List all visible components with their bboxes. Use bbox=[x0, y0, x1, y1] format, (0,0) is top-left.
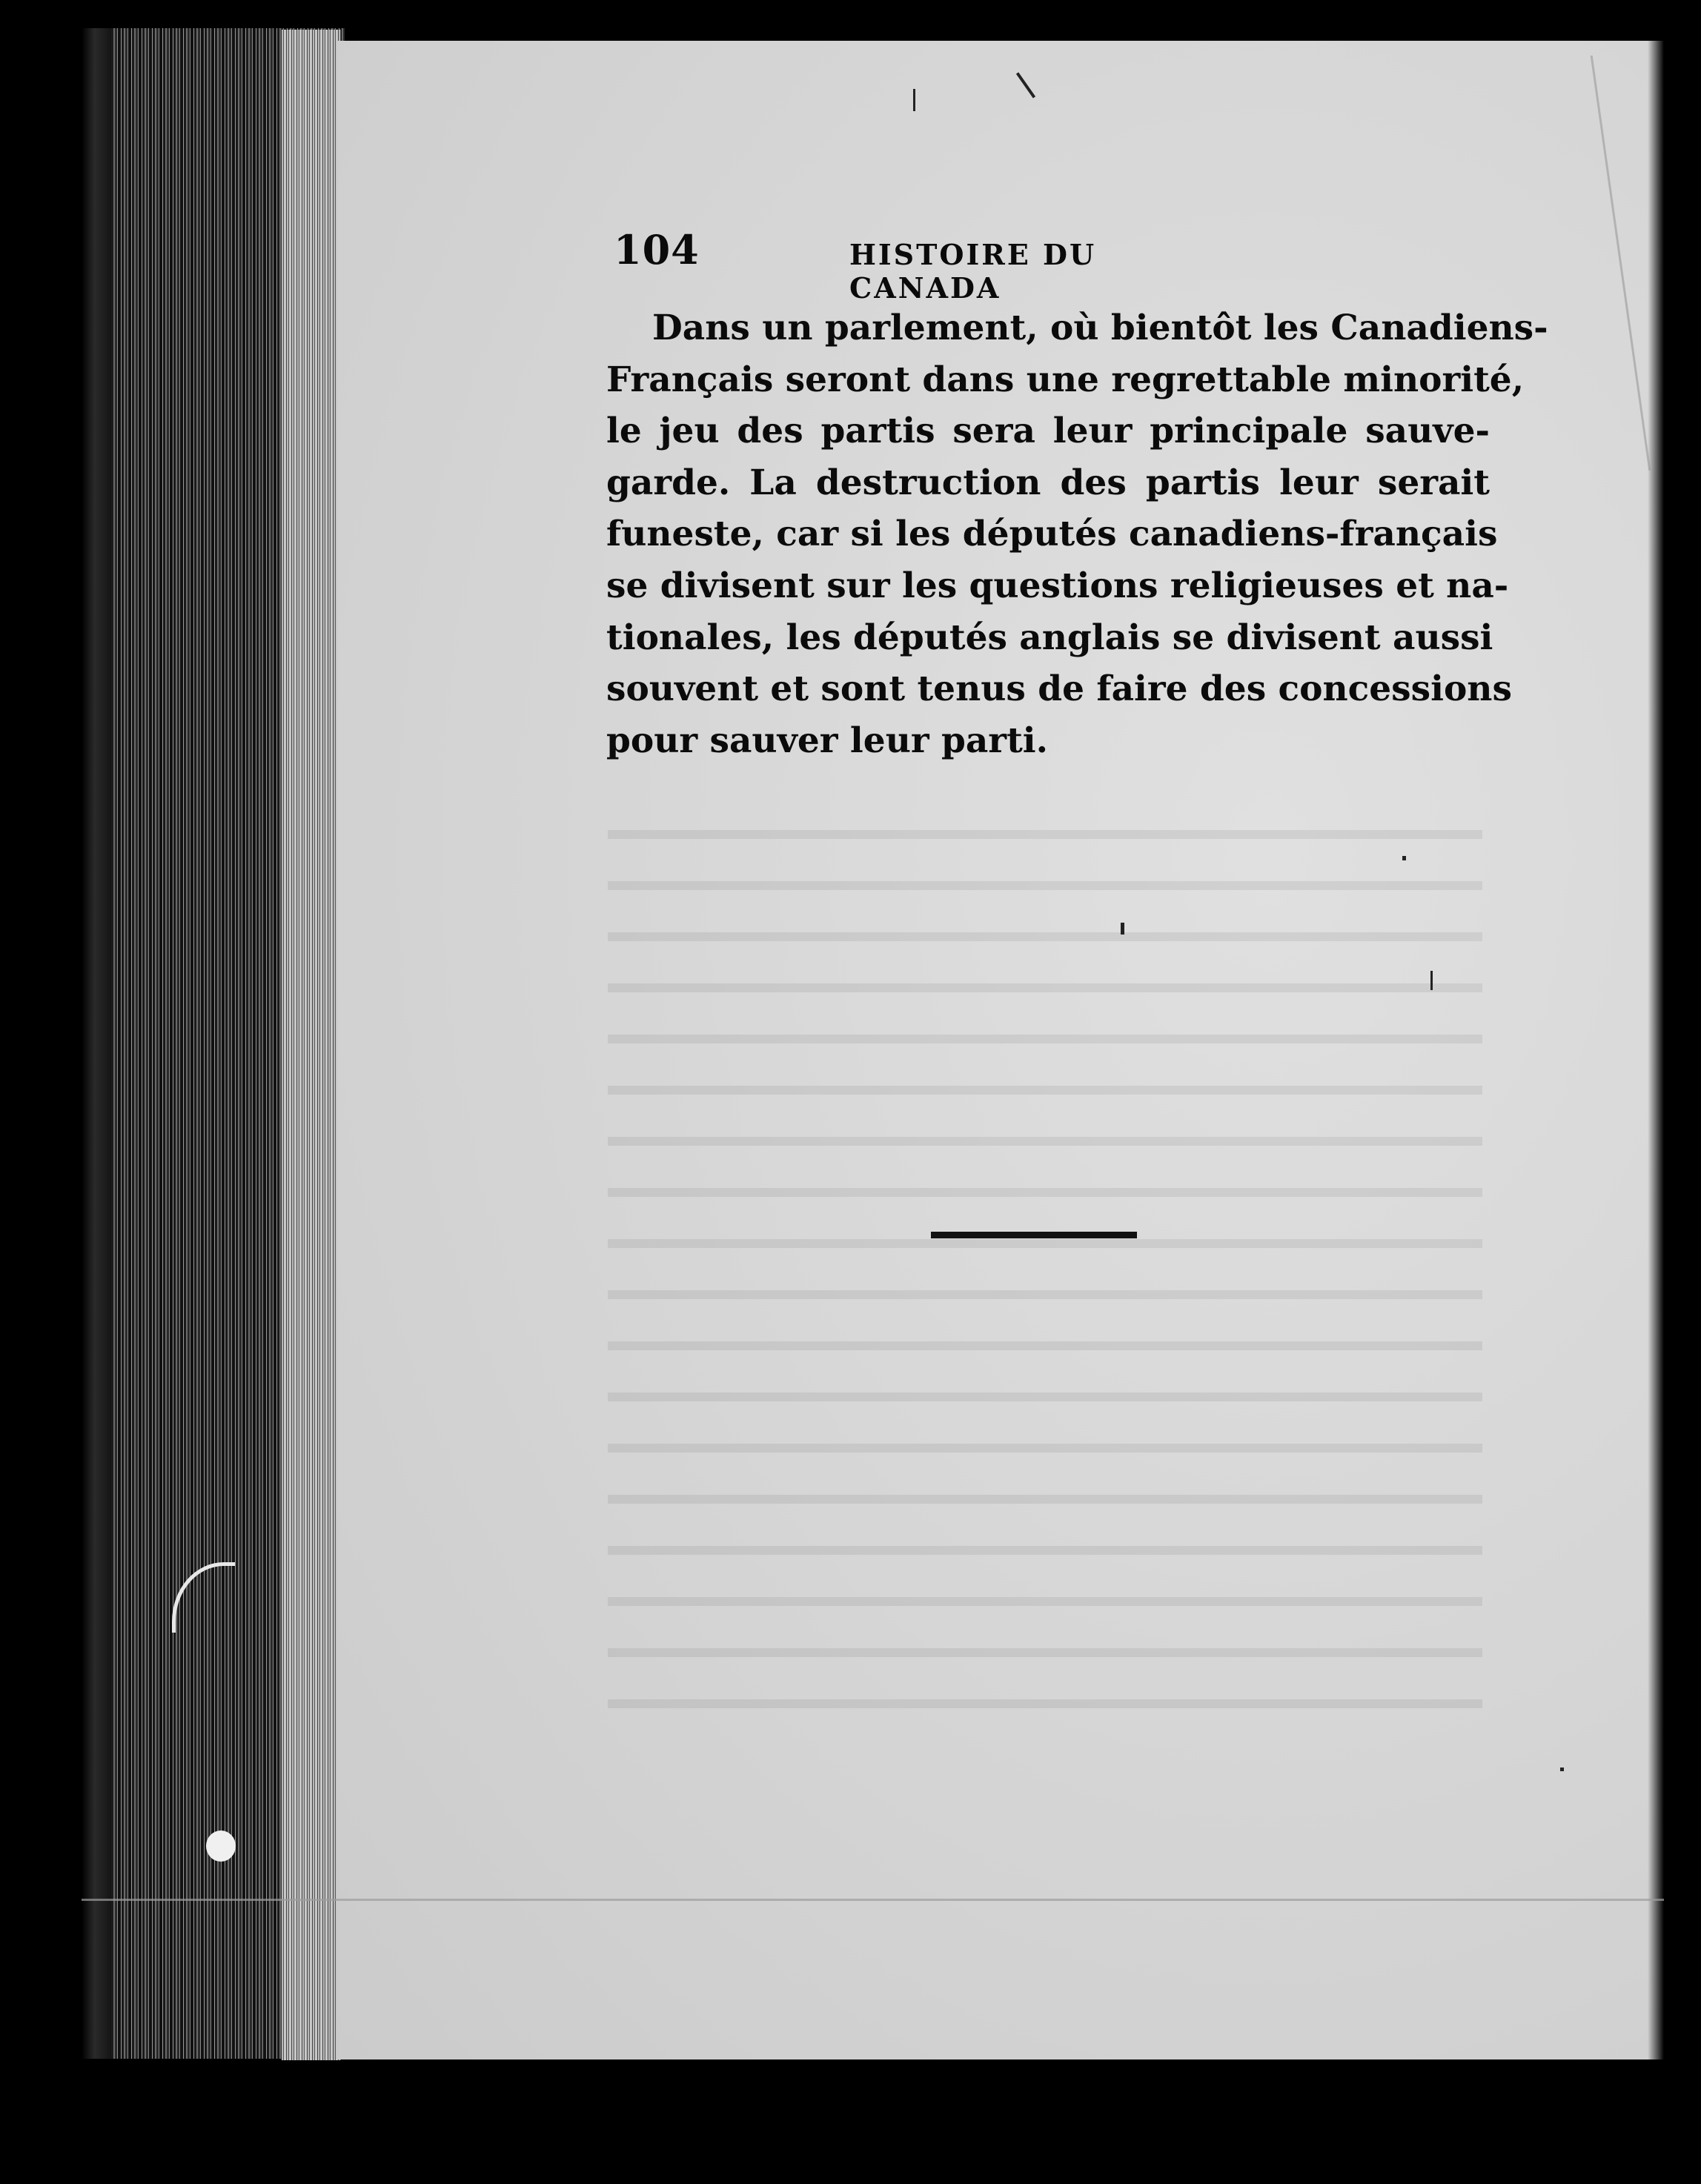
dust-speck bbox=[913, 89, 915, 111]
text-line: le jeu des partis sera leur principale sauve- bbox=[606, 411, 1490, 452]
running-title: HISTOIRE DU CANADA bbox=[849, 238, 1097, 305]
text-line: se divisent sur les questions religieuses et na- bbox=[606, 565, 1509, 606]
dust-speck bbox=[1560, 1768, 1564, 1771]
bleed-through-text bbox=[608, 800, 1482, 1727]
dust-speck bbox=[1430, 971, 1433, 990]
dust-speck bbox=[1402, 856, 1406, 860]
page-right-border bbox=[1664, 41, 1668, 2059]
text-line: garde. La destruction des partis leur serait bbox=[606, 462, 1490, 503]
book-spine-shadow bbox=[82, 28, 114, 2059]
book-page-edges-light bbox=[282, 30, 341, 2060]
text-line: Français seront dans une regrettable minorité, bbox=[606, 359, 1525, 400]
text-line: tionales, les députés anglais se divisent aussi bbox=[606, 617, 1493, 658]
text-line: Dans un parlement, où bientôt les Canadiens- bbox=[652, 308, 1548, 348]
dust-speck bbox=[1121, 923, 1124, 935]
paragraph bbox=[606, 302, 1548, 766]
text-line: pour sauver leur parti. bbox=[606, 720, 1048, 761]
text-line: funeste, car si les députés canadiens-français bbox=[606, 514, 1498, 555]
page-header bbox=[614, 226, 1251, 305]
text-line: souvent et sont tenus de faire des concessions bbox=[606, 668, 1512, 710]
page-number: 104 bbox=[614, 226, 700, 273]
scan-artifact-line bbox=[82, 1899, 1668, 1901]
section-end-rule bbox=[931, 1232, 1137, 1238]
page-edge-spot bbox=[206, 1830, 236, 1862]
